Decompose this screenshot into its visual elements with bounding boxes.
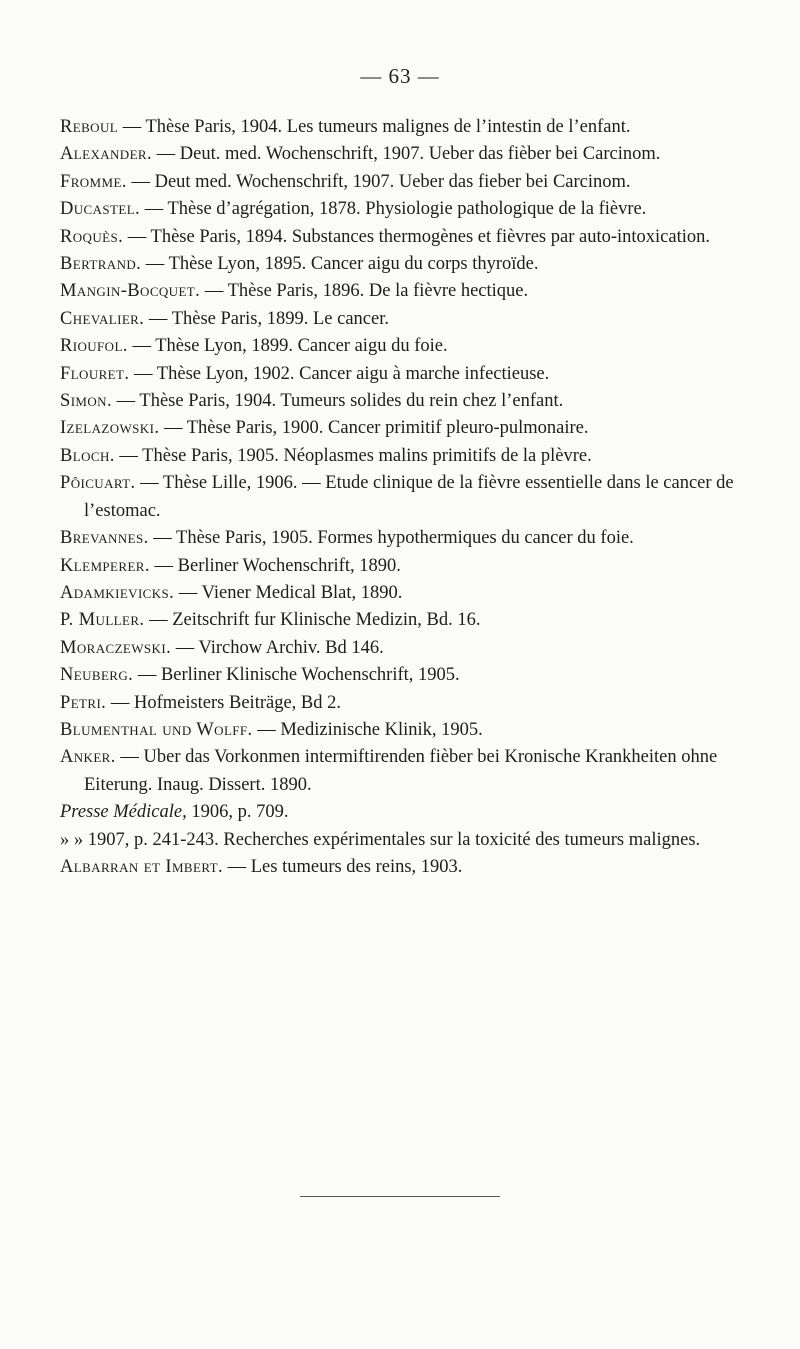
reference-author: Rioufol. xyxy=(60,336,128,357)
reference-text: » » 1907, p. 241-243. Recherches expérimentales sur la toxicité des tumeurs malignes. xyxy=(60,829,701,850)
reference-entry xyxy=(60,744,760,799)
reference-text: — Berliner Wochenschrift, 1890. xyxy=(149,555,401,576)
reference-entry xyxy=(60,470,760,525)
reference-text: — Thèse d’agrégation, 1878. Physiologie pathologique de la fièvre. xyxy=(140,199,647,220)
reference-text: — Les tumeurs des reins, 1903. xyxy=(223,856,463,877)
reference-author: Moraczewski. xyxy=(60,637,172,658)
reference-author: Fromme. xyxy=(60,171,127,192)
reference-text: — Thèse Paris, 1905. Formes hypothermiques du cancer du foie. xyxy=(148,528,634,549)
reference-text: — Thèse Lille, 1906. — Etude clinique de la fièvre essentielle dans le cancer de l’estomac. xyxy=(84,473,734,521)
reference-text: — Hofmeisters Beiträge, Bd 2. xyxy=(106,692,342,713)
reference-text: — Thèse Lyon, 1895. Cancer aigu du corps thyroïde. xyxy=(141,254,539,275)
reference-text: — Thèse Paris, 1900. Cancer primitif pleuro-pulmonaire. xyxy=(159,418,589,439)
reference-author: Bertrand. xyxy=(60,254,142,275)
reference-entry xyxy=(60,415,760,442)
reference-entry xyxy=(60,114,760,141)
reference-text: — Viener Medical Blat, 1890. xyxy=(174,582,403,603)
reference-entry xyxy=(60,196,760,223)
reference-author: Anker. xyxy=(60,747,116,768)
reference-text: — Deut. med. Wochenschrift, 1907. Ueber das fièber bei Carcinom. xyxy=(152,144,661,165)
reference-author: Blumenthal und Wolff. xyxy=(60,719,253,740)
reference-entry xyxy=(60,525,760,552)
reference-text: — Berliner Klinische Wochenschrift, 1905. xyxy=(133,665,460,686)
reference-text: — Thèse Paris, 1905. Néoplasmes malins primitifs de la plèvre. xyxy=(114,445,592,466)
reference-entry xyxy=(60,169,760,196)
end-divider xyxy=(300,1196,500,1197)
reference-author: Chevalier. xyxy=(60,308,145,329)
reference-entry xyxy=(60,306,760,333)
reference-entry xyxy=(60,251,760,278)
reference-entry xyxy=(60,690,760,717)
reference-entry xyxy=(60,443,760,470)
reference-author: Izelazowski. xyxy=(60,418,160,439)
reference-entry xyxy=(60,607,760,634)
reference-entry xyxy=(60,141,760,168)
reference-author: Adamkievicks. xyxy=(60,582,175,603)
reference-author: Mangin-Bocquet. xyxy=(60,281,201,302)
page-number: — 63 — xyxy=(360,64,440,88)
reference-entry xyxy=(60,854,760,881)
reference-author: Flouret. xyxy=(60,363,130,384)
reference-author: Pôicuart. xyxy=(60,473,136,494)
reference-author: Brevannes. xyxy=(60,528,149,549)
reference-author: Ducastel. xyxy=(60,199,141,220)
reference-author: Neuberg. xyxy=(60,665,134,686)
bibliography-list xyxy=(60,114,760,881)
reference-entry xyxy=(60,361,760,388)
reference-text: — Thèse Paris, 1899. Le cancer. xyxy=(144,308,389,329)
reference-entry xyxy=(60,388,760,415)
reference-author: Roquès. xyxy=(60,226,124,247)
reference-text: — Uber das Vorkonmen intermiftirenden fièber bei Kronische Krankheiten ohne Eiterung. Inaug. Dissert. 1890. xyxy=(84,747,718,795)
reference-author: Klemperer. xyxy=(60,555,150,576)
reference-author: Albarran et Imbert. xyxy=(60,856,223,877)
reference-text: — Thèse Lyon, 1902. Cancer aigu à marche infectieuse. xyxy=(129,363,550,384)
reference-author: Reboul xyxy=(60,117,119,137)
reference-text: — Thèse Paris, 1904. Tumeurs solides du rein chez l’enfant. xyxy=(111,391,564,412)
reference-entry xyxy=(60,799,760,826)
reference-text: — Thèse Paris, 1896. De la fièvre hectique. xyxy=(200,281,529,302)
reference-author: Simon. xyxy=(60,391,112,412)
reference-entry xyxy=(60,580,760,607)
reference-text: — Zeitschrift fur Klinische Medizin, Bd. 16. xyxy=(144,610,481,631)
reference-text: — Thèse Paris, 1894. Substances thermogènes et fièvres par auto-intoxication. xyxy=(123,226,710,247)
reference-author: Bloch. xyxy=(60,445,115,466)
reference-author: Alexander. xyxy=(60,144,153,165)
reference-text: — Thèse Paris, 1904. Les tumeurs malignes de l’intestin de l’enfant. xyxy=(118,117,631,137)
reference-entry xyxy=(60,717,760,744)
reference-text: — Virchow Archiv. Bd 146. xyxy=(171,637,384,658)
reference-entry xyxy=(60,662,760,689)
reference-entry xyxy=(60,333,760,360)
reference-author: Petri. xyxy=(60,692,107,713)
reference-text: — Deut med. Wochenschrift, 1907. Ueber das fieber bei Carcinom. xyxy=(126,171,631,192)
reference-text: 1906, p. 709. xyxy=(186,802,289,823)
reference-entry xyxy=(60,827,760,854)
reference-entry xyxy=(60,278,760,305)
reference-text: — Medizinische Klinik, 1905. xyxy=(252,719,483,740)
reference-text: — Thèse Lyon, 1899. Cancer aigu du foie. xyxy=(127,336,448,357)
reference-author: P. Muller. xyxy=(60,610,145,631)
reference-journal: Presse Médicale, xyxy=(60,802,187,823)
reference-entry xyxy=(60,553,760,580)
reference-entry xyxy=(60,635,760,662)
reference-entry xyxy=(60,224,760,251)
